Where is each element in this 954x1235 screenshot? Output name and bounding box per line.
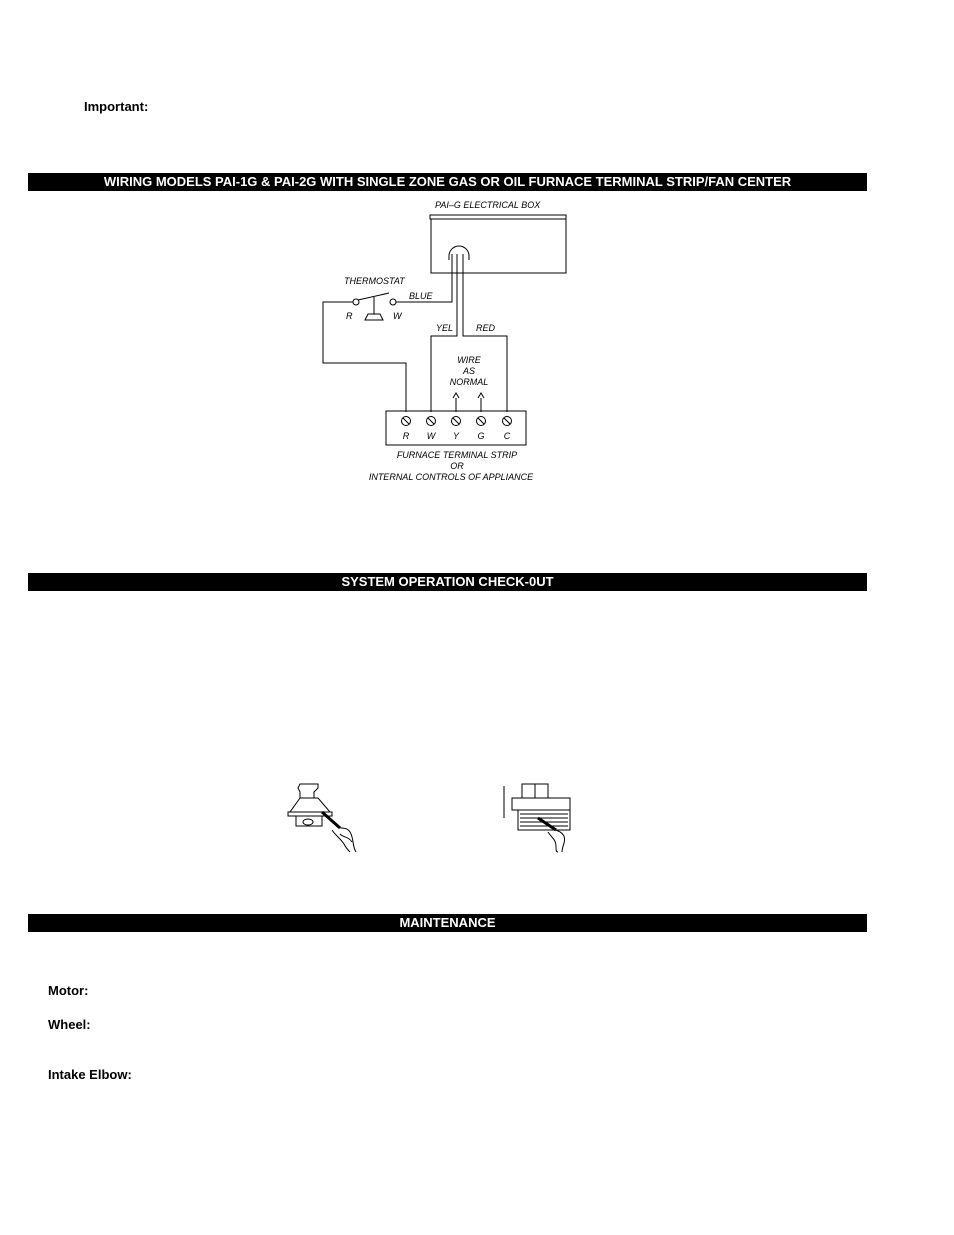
thermostat-label: THERMOSTAT (344, 276, 405, 286)
red-label: RED (476, 323, 496, 333)
terminal-label-c: C (503, 431, 511, 441)
important-label: Important: (84, 99, 149, 114)
duct-stub (298, 784, 318, 798)
electrical-box (431, 219, 566, 273)
yel-wire (431, 254, 457, 412)
maintenance-section-header: MAINTENANCE (28, 914, 867, 932)
wire-note-line1: WIRE (457, 355, 481, 365)
thermostat-w-label: W (393, 311, 402, 321)
blue-label: BLUE (409, 291, 433, 301)
grille-smoke-test-illustration (500, 780, 580, 854)
diffuser-smoke-test-illustration (284, 780, 364, 854)
motor-label: Motor: (48, 983, 89, 998)
red-wire (463, 254, 507, 412)
diffuser-cone (290, 798, 330, 812)
wiring-section-header: WIRING MODELS PAI-1G & PAI-2G WITH SINGLE ZONE GAS OR OIL FURNACE TERMINAL STRIP/FAN CENTER (28, 173, 867, 191)
wiring-diagram (300, 196, 580, 491)
thermostat-contact-w (390, 299, 396, 305)
strip-caption-line3: INTERNAL CONTROLS OF APPLIANCE (368, 472, 534, 482)
operation-section-header: SYSTEM OPERATION CHECK-0UT (28, 573, 867, 591)
intake-elbow-label: Intake Elbow: (48, 1067, 132, 1082)
terminal-label-r: R (402, 431, 410, 441)
terminal-label-y: Y (452, 431, 460, 441)
yel-label: YEL (436, 323, 454, 333)
thermostat-actuator (365, 314, 383, 320)
wheel-label: Wheel: (48, 1017, 91, 1032)
terminal-label-w: W (426, 431, 436, 441)
strip-caption-line1: FURNACE TERMINAL STRIP (396, 450, 518, 460)
terminal-label-g: G (477, 431, 485, 441)
electrical-box-lid (430, 215, 566, 219)
wire-note-line3: NORMAL (449, 377, 489, 387)
terminal-screws (402, 417, 512, 426)
unit-housing (512, 798, 570, 810)
strip-caption-line2: OR (450, 461, 464, 471)
thermostat-r-label: R (346, 311, 353, 321)
electrical-box-label: PAI–G ELECTRICAL BOX (435, 200, 541, 210)
wire-note-line2: AS (462, 366, 476, 376)
hand-icon (322, 812, 356, 852)
hand-icon (538, 818, 565, 852)
louver-grille (518, 810, 570, 830)
